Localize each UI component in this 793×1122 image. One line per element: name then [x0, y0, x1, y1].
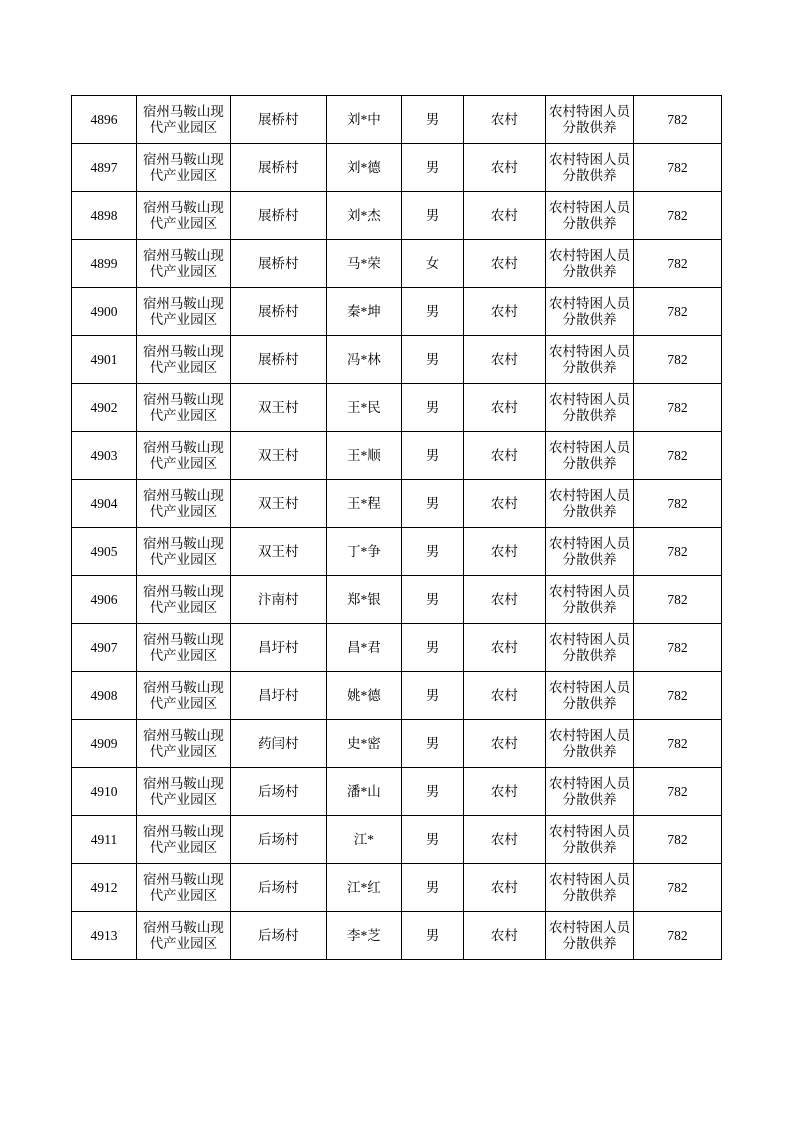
row-seq: 4911: [72, 816, 137, 864]
row-area: 宿州马鞍山现代产业园区: [137, 336, 231, 384]
row-village: 双王村: [230, 432, 326, 480]
row-type: 农村: [463, 672, 545, 720]
row-sex: 男: [402, 624, 464, 672]
row-category-text: 农村特困人员分散供养: [549, 199, 630, 231]
row-village: 展桥村: [230, 240, 326, 288]
row-name: 姚*德: [326, 672, 401, 720]
row-seq: 4910: [72, 768, 137, 816]
table-row: [72, 432, 722, 480]
table-row: [72, 816, 722, 864]
row-category-text: 农村特困人员分散供养: [549, 823, 630, 855]
row-type: 农村: [463, 624, 545, 672]
row-category: [546, 144, 634, 192]
row-category: [546, 480, 634, 528]
row-seq: 4908: [72, 672, 137, 720]
table-row: [72, 672, 722, 720]
row-category-text: 农村特困人员分散供养: [549, 343, 630, 375]
row-area: 宿州马鞍山现代产业园区: [137, 192, 231, 240]
row-village: 昌圩村: [230, 624, 326, 672]
row-amount: 782: [633, 720, 721, 768]
row-sex: 男: [402, 672, 464, 720]
row-amount: 782: [633, 192, 721, 240]
row-category: [546, 288, 634, 336]
row-area: 宿州马鞍山现代产业园区: [137, 912, 231, 960]
row-category-text: 农村特困人员分散供养: [549, 919, 630, 951]
row-name: 潘*山: [326, 768, 401, 816]
row-seq: 4905: [72, 528, 137, 576]
row-type: 农村: [463, 480, 545, 528]
row-area: 宿州马鞍山现代产业园区: [137, 768, 231, 816]
row-amount: 782: [633, 576, 721, 624]
row-category: [546, 576, 634, 624]
table-row: [72, 720, 722, 768]
row-name: 刘*中: [326, 96, 401, 144]
row-type: 农村: [463, 432, 545, 480]
row-village: 后场村: [230, 816, 326, 864]
row-sex: 男: [402, 192, 464, 240]
row-seq: 4903: [72, 432, 137, 480]
row-seq: 4909: [72, 720, 137, 768]
row-amount: 782: [633, 768, 721, 816]
row-category-text: 农村特困人员分散供养: [549, 871, 630, 903]
row-name: 马*荣: [326, 240, 401, 288]
row-sex: 男: [402, 480, 464, 528]
table-row: [72, 144, 722, 192]
row-category: [546, 720, 634, 768]
table-row: [72, 528, 722, 576]
row-type: 农村: [463, 768, 545, 816]
row-amount: 782: [633, 96, 721, 144]
row-village: 展桥村: [230, 288, 326, 336]
row-category-text: 农村特困人员分散供养: [549, 775, 630, 807]
row-type: 农村: [463, 576, 545, 624]
row-name: 王*顺: [326, 432, 401, 480]
row-village: 药闫村: [230, 720, 326, 768]
row-type: 农村: [463, 240, 545, 288]
row-category: [546, 192, 634, 240]
row-village: 双王村: [230, 384, 326, 432]
row-category: [546, 864, 634, 912]
row-village: 展桥村: [230, 336, 326, 384]
row-sex: 男: [402, 768, 464, 816]
row-type: 农村: [463, 192, 545, 240]
row-village: 双王村: [230, 480, 326, 528]
row-amount: 782: [633, 288, 721, 336]
row-category-text: 农村特困人员分散供养: [549, 247, 630, 279]
table-body: [72, 96, 722, 960]
row-category: [546, 912, 634, 960]
row-sex: 男: [402, 912, 464, 960]
row-sex: 女: [402, 240, 464, 288]
row-seq: 4897: [72, 144, 137, 192]
row-village: 展桥村: [230, 192, 326, 240]
row-area: 宿州马鞍山现代产业园区: [137, 96, 231, 144]
table-row: [72, 96, 722, 144]
row-amount: 782: [633, 528, 721, 576]
row-name: 丁*争: [326, 528, 401, 576]
row-category: [546, 624, 634, 672]
row-type: 农村: [463, 720, 545, 768]
row-amount: 782: [633, 672, 721, 720]
row-seq: 4899: [72, 240, 137, 288]
row-seq: 4900: [72, 288, 137, 336]
row-amount: 782: [633, 336, 721, 384]
row-sex: 男: [402, 816, 464, 864]
row-amount: 782: [633, 912, 721, 960]
row-seq: 4912: [72, 864, 137, 912]
row-category: [546, 816, 634, 864]
row-type: 农村: [463, 384, 545, 432]
table-row: [72, 768, 722, 816]
row-sex: 男: [402, 144, 464, 192]
row-village: 昌圩村: [230, 672, 326, 720]
row-sex: 男: [402, 720, 464, 768]
row-seq: 4898: [72, 192, 137, 240]
beneficiary-table: [71, 95, 722, 960]
beneficiary-table-container: [71, 95, 722, 960]
row-name: 江*: [326, 816, 401, 864]
row-area: 宿州马鞍山现代产业园区: [137, 720, 231, 768]
row-amount: 782: [633, 384, 721, 432]
row-village: 展桥村: [230, 96, 326, 144]
row-category-text: 农村特困人员分散供养: [549, 103, 630, 135]
row-sex: 男: [402, 96, 464, 144]
row-seq: 4906: [72, 576, 137, 624]
row-area: 宿州马鞍山现代产业园区: [137, 672, 231, 720]
row-sex: 男: [402, 384, 464, 432]
row-category-text: 农村特困人员分散供养: [549, 535, 630, 567]
table-row: [72, 480, 722, 528]
row-area: 宿州马鞍山现代产业园区: [137, 576, 231, 624]
row-sex: 男: [402, 528, 464, 576]
row-seq: 4901: [72, 336, 137, 384]
row-area: 宿州马鞍山现代产业园区: [137, 240, 231, 288]
row-area: 宿州马鞍山现代产业园区: [137, 480, 231, 528]
row-sex: 男: [402, 432, 464, 480]
row-amount: 782: [633, 144, 721, 192]
row-area: 宿州马鞍山现代产业园区: [137, 432, 231, 480]
row-category: [546, 384, 634, 432]
row-seq: 4913: [72, 912, 137, 960]
row-name: 史*密: [326, 720, 401, 768]
row-area: 宿州马鞍山现代产业园区: [137, 384, 231, 432]
row-category: [546, 528, 634, 576]
row-village: 汴南村: [230, 576, 326, 624]
row-category: [546, 240, 634, 288]
row-name: 刘*德: [326, 144, 401, 192]
row-name: 江*红: [326, 864, 401, 912]
row-seq: 4904: [72, 480, 137, 528]
row-type: 农村: [463, 336, 545, 384]
row-sex: 男: [402, 576, 464, 624]
row-name: 王*程: [326, 480, 401, 528]
table-row: [72, 576, 722, 624]
row-type: 农村: [463, 96, 545, 144]
row-seq: 4907: [72, 624, 137, 672]
table-row: [72, 864, 722, 912]
table-row: [72, 192, 722, 240]
row-category-text: 农村特困人员分散供养: [549, 631, 630, 663]
row-amount: 782: [633, 240, 721, 288]
row-area: 宿州马鞍山现代产业园区: [137, 144, 231, 192]
row-name: 郑*银: [326, 576, 401, 624]
row-category: [546, 432, 634, 480]
row-name: 李*芝: [326, 912, 401, 960]
table-row: [72, 624, 722, 672]
row-category: [546, 768, 634, 816]
row-village: 展桥村: [230, 144, 326, 192]
row-category-text: 农村特困人员分散供养: [549, 439, 630, 471]
row-area: 宿州马鞍山现代产业园区: [137, 528, 231, 576]
row-sex: 男: [402, 288, 464, 336]
row-amount: 782: [633, 816, 721, 864]
row-village: 双王村: [230, 528, 326, 576]
row-type: 农村: [463, 912, 545, 960]
table-row: [72, 912, 722, 960]
row-type: 农村: [463, 288, 545, 336]
row-category-text: 农村特困人员分散供养: [549, 295, 630, 327]
row-name: 王*民: [326, 384, 401, 432]
row-category: [546, 336, 634, 384]
table-row: [72, 336, 722, 384]
row-category-text: 农村特困人员分散供养: [549, 487, 630, 519]
row-area: 宿州马鞍山现代产业园区: [137, 864, 231, 912]
row-village: 后场村: [230, 912, 326, 960]
row-name: 刘*杰: [326, 192, 401, 240]
row-amount: 782: [633, 624, 721, 672]
row-area: 宿州马鞍山现代产业园区: [137, 816, 231, 864]
row-name: 昌*君: [326, 624, 401, 672]
row-category: [546, 672, 634, 720]
table-row: [72, 288, 722, 336]
row-category: [546, 96, 634, 144]
row-amount: 782: [633, 864, 721, 912]
table-row: [72, 240, 722, 288]
row-amount: 782: [633, 432, 721, 480]
row-village: 后场村: [230, 864, 326, 912]
row-category-text: 农村特困人员分散供养: [549, 679, 630, 711]
table-row: [72, 384, 722, 432]
row-category-text: 农村特困人员分散供养: [549, 583, 630, 615]
row-amount: 782: [633, 480, 721, 528]
row-sex: 男: [402, 864, 464, 912]
row-sex: 男: [402, 336, 464, 384]
row-type: 农村: [463, 864, 545, 912]
row-type: 农村: [463, 144, 545, 192]
row-area: 宿州马鞍山现代产业园区: [137, 288, 231, 336]
row-village: 后场村: [230, 768, 326, 816]
row-name: 秦*坤: [326, 288, 401, 336]
row-category-text: 农村特困人员分散供养: [549, 391, 630, 423]
row-area: 宿州马鞍山现代产业园区: [137, 624, 231, 672]
row-category-text: 农村特困人员分散供养: [549, 727, 630, 759]
row-category-text: 农村特困人员分散供养: [549, 151, 630, 183]
row-type: 农村: [463, 528, 545, 576]
row-name: 冯*林: [326, 336, 401, 384]
row-seq: 4896: [72, 96, 137, 144]
row-type: 农村: [463, 816, 545, 864]
row-seq: 4902: [72, 384, 137, 432]
